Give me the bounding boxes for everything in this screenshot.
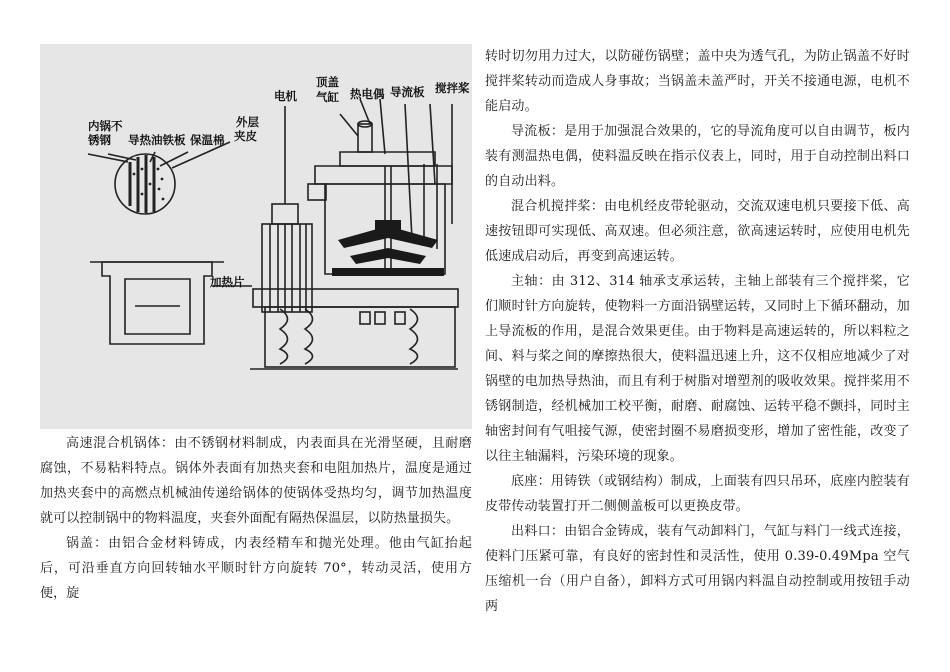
label-guide-plate: 导流板: [390, 85, 425, 99]
paragraph-main-shaft: 主轴：由 312、314 轴承支承运转，主轴上部装有三个搅拌桨，它们顺时针方向旋转，使物料一方面沿锅壁运转，又同时上下循环翻动，加上导流板的作用，是混合效果更佳。由于物料是高速运转的，所以料粒之间、料与桨之间的摩擦热很大，使料温迅速上升，这不仅相应地减少了对锅壁的电加热导热油，而且有利于树脂对增塑剂的吸收效果。搅拌桨用不锈钢制造，经机械加工校平衡，耐磨、耐腐蚀、运转平稳不颤抖，同时主轴密封间有气咀接气源，使密封圈不易磨损变形，增加了密性能，改变了以往主轴漏料，污染环境的现象。: [485, 274, 910, 464]
label-mixing-blade: 搅拌桨: [435, 81, 470, 95]
label-insulation: 保温棉: [190, 133, 225, 147]
label-heat-oil-plate: 导热油铁板: [128, 133, 186, 147]
label-outer-jacket: 外层: [236, 115, 259, 129]
left-column: [40, 44, 472, 606]
paragraph-mixing-blade: 混合机搅拌桨：由电机经皮带轮驱动，交流双速电机只要接下低、高速按钮即可实现低、高双速。但必须注意，欲高速运转时，应使用电机先低速成启动后，再变到高速运转。: [485, 199, 910, 264]
label-inner-pot: 内锅不: [88, 119, 123, 133]
mixer-diagram-drawing: [40, 44, 472, 429]
label-cylinder: 气缸: [316, 90, 339, 104]
left-text-body: [40, 431, 472, 606]
paragraph-lid: 锅盖：由铝合金材料铸成，内表经精车和抛光处理。他由气缸抬起后，可沿垂直方向回转轴水平顺时针方向旋转 70°，转动灵活，使用方便，旋: [40, 536, 472, 601]
label-top-cover: 顶盖: [316, 75, 339, 89]
paragraph-lid-continued: 转时切勿用力过大，以防碰伤锅壁；盖中央为透气孔，为防止锅盖不好时搅拌桨转动而造成人身事故；当锅盖未盖严时，开关不接通电源，电机不能启动。: [485, 49, 910, 114]
paragraph-base: 底座：用铸铁（或钢结构）制成，上面装有四只吊环，底座内腔装有皮带传动装置打开二侧侧盖板可以更换皮带。: [485, 474, 910, 514]
paragraph-mixer-body: 高速混合机锅体：由不锈钢材料制成，内表面具在光滑坚硬，且耐磨腐蚀，不易粘料特点。锅体外表面有加热夹套和电阻加热片，温度是通过加热夹套中的高燃点机械油传递给锅体的使锅体受热均匀，调节加热温度就可以控制锅中的物料温度，夹套外面配有隔热保温层，以防热量损失。: [40, 436, 472, 526]
label-motor: 电机: [274, 89, 297, 103]
label-inner-pot-2: 锈钢: [88, 133, 111, 147]
paragraph-discharge: 出料口：由铝合金铸成，装有气动卸料门，气缸与料门一线式连接，使料门压紧可靠，有良好的密封性和灵活性，使用 0.39-0.49Mpa 空气压缩机一台（用户自备），卸料方式可用锅内料温自动控制或用按钮手动两: [485, 524, 910, 614]
mixer-diagram: [40, 44, 472, 429]
paragraph-guide-plate: 导流板：是用于加强混合效果的，它的导流角度可以自由调节，板内装有测温热电偶，使料温反映在指示仪表上，同时，用于自动控制出料口的自动出料。: [485, 124, 910, 189]
label-heating-sheet: 加热片: [210, 275, 245, 289]
right-column: [485, 44, 910, 619]
label-outer-jacket-2: 夹皮: [234, 129, 257, 143]
label-thermocouple: 热电偶: [350, 87, 385, 101]
